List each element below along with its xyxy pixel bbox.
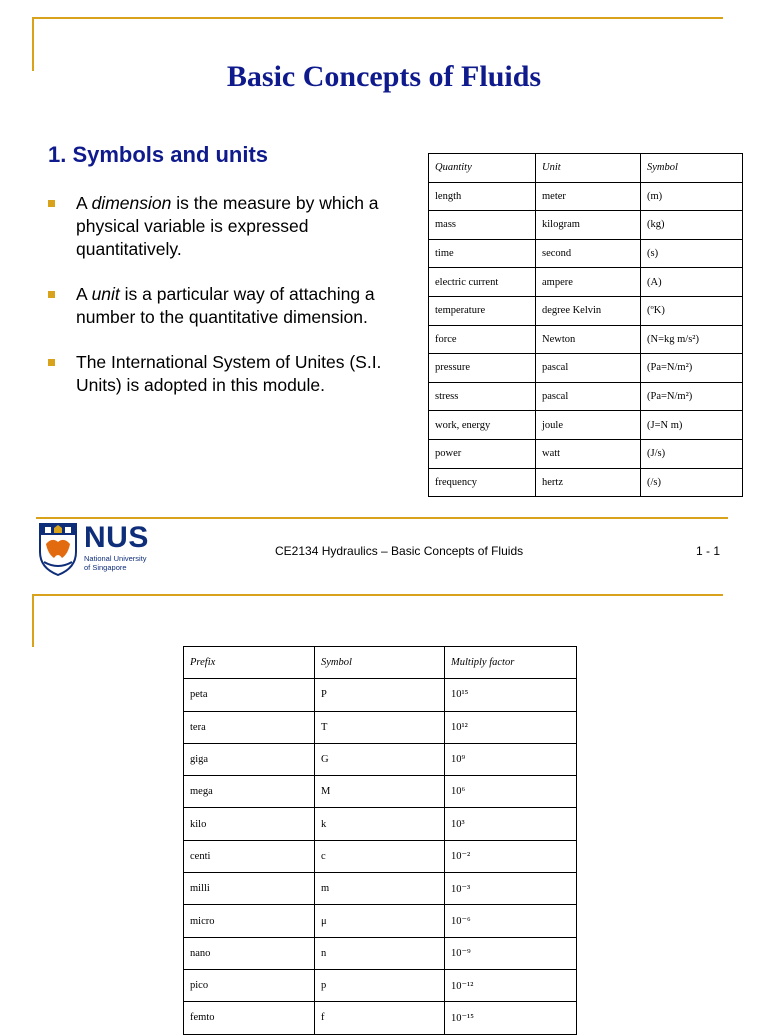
cell-unit: second: [536, 239, 641, 268]
bullet-text-post: The International System of Unites (S.I. Units) is adopted in this module.: [76, 352, 382, 395]
nus-logo: [38, 522, 198, 578]
bullet-text-post: is a particular way of attaching a number to the quantitative dimension.: [76, 284, 375, 327]
slide-title: Basic Concepts of Fluids: [226, 60, 542, 93]
table-row: [184, 679, 577, 711]
table-row: [184, 808, 577, 840]
footer-divider: [36, 517, 728, 519]
cell-quantity: power: [429, 439, 536, 468]
cell-symbol: p: [315, 969, 445, 1001]
cell-symbol: T: [315, 711, 445, 743]
bullet-text-pre: A: [76, 193, 92, 213]
cell-symbol: G: [315, 743, 445, 775]
bullet-item: [48, 192, 403, 261]
cell-prefix: tera: [184, 711, 315, 743]
bullet-marker-icon: [48, 359, 55, 366]
cell-quantity: pressure: [429, 354, 536, 383]
top-accent-line: [32, 594, 723, 596]
cell-unit: kilogram: [536, 211, 641, 240]
cell-symbol: μ: [315, 905, 445, 937]
cell-prefix: milli: [184, 873, 315, 905]
cell-symbol: f: [315, 1002, 445, 1034]
table-row: [429, 468, 743, 497]
bullet-text-post: is the measure by which a physical variable is expressed quantitatively.: [76, 193, 379, 259]
table-row: [184, 711, 577, 743]
cell-unit: Newton: [536, 325, 641, 354]
section-heading: 1. Symbols and units: [48, 142, 269, 167]
cell-prefix: femto: [184, 1002, 315, 1034]
cell-prefix: giga: [184, 743, 315, 775]
cell-symbol: (J=N m): [641, 411, 743, 440]
top-accent-line: [32, 17, 723, 19]
cell-symbol: (Pa=N/m²): [641, 382, 743, 411]
cell-unit: hertz: [536, 468, 641, 497]
logo-sub-line-1: National University: [84, 554, 147, 563]
cell-unit: ampere: [536, 268, 641, 297]
table-row: [429, 354, 743, 383]
cell-prefix: peta: [184, 679, 315, 711]
cell-multiply-factor: 10⁻¹²: [445, 969, 577, 1001]
table-row: [429, 268, 743, 297]
cell-prefix: pico: [184, 969, 315, 1001]
header-cell-symbol: Symbol: [315, 647, 445, 679]
table-row: [429, 182, 743, 211]
cell-unit: meter: [536, 182, 641, 211]
page-number: 1 - 1: [695, 544, 720, 558]
table-header-row: [429, 154, 743, 183]
cell-prefix: micro: [184, 905, 315, 937]
cell-symbol: (kg): [641, 211, 743, 240]
logo-nus: NUS: [84, 521, 149, 554]
cell-quantity: mass: [429, 211, 536, 240]
table-row: [429, 382, 743, 411]
cell-multiply-factor: 10⁻⁶: [445, 905, 577, 937]
cell-unit: pascal: [536, 354, 641, 383]
cell-symbol: c: [315, 840, 445, 872]
table-row: [184, 776, 577, 808]
cell-quantity: work, energy: [429, 411, 536, 440]
table-row: [429, 211, 743, 240]
logo-text: [84, 522, 149, 572]
header-cell-prefix: Prefix: [184, 647, 315, 679]
cell-symbol: m: [315, 873, 445, 905]
cell-multiply-factor: 10⁻⁹: [445, 937, 577, 969]
cell-multiply-factor: 10⁻¹⁵: [445, 1002, 577, 1034]
table-row: [184, 1002, 577, 1034]
cell-quantity: length: [429, 182, 536, 211]
cell-unit: degree Kelvin: [536, 296, 641, 325]
table-row: [429, 239, 743, 268]
table-row: [429, 411, 743, 440]
cell-unit: joule: [536, 411, 641, 440]
cell-symbol: (m): [641, 182, 743, 211]
header-cell-symbol: Symbol: [641, 154, 743, 183]
cell-symbol: (s): [641, 239, 743, 268]
cell-prefix: kilo: [184, 808, 315, 840]
footer-course-title: CE2134 Hydraulics – Basic Concepts of Fluids: [275, 544, 524, 558]
table-row: [184, 905, 577, 937]
bullet-marker-icon: [48, 291, 55, 298]
table-header-row: [184, 647, 577, 679]
cell-symbol: (J/s): [641, 439, 743, 468]
table-row: [429, 296, 743, 325]
table-row: [429, 439, 743, 468]
prefix-table: [183, 646, 577, 1035]
logo-sub-line-2: of Singapore: [84, 563, 127, 572]
cell-multiply-factor: 10⁻³: [445, 873, 577, 905]
table-row: [184, 743, 577, 775]
cell-prefix: mega: [184, 776, 315, 808]
cell-symbol: M: [315, 776, 445, 808]
cell-multiply-factor: 10¹²: [445, 711, 577, 743]
cell-symbol: (/s): [641, 468, 743, 497]
cell-multiply-factor: 10⁶: [445, 776, 577, 808]
cell-quantity: time: [429, 239, 536, 268]
cell-quantity: temperature: [429, 296, 536, 325]
bullet-text-pre: A: [76, 284, 92, 304]
header-cell-unit: Unit: [536, 154, 641, 183]
cell-symbol: P: [315, 679, 445, 711]
slide-2: [0, 590, 768, 1024]
cell-symbol: (A): [641, 268, 743, 297]
table-row: [184, 937, 577, 969]
table-row: [184, 840, 577, 872]
cell-quantity: force: [429, 325, 536, 354]
cell-quantity: stress: [429, 382, 536, 411]
cell-multiply-factor: 10³: [445, 808, 577, 840]
bullet-item: [48, 283, 403, 329]
nus-crest-icon: [38, 522, 78, 576]
cell-symbol: n: [315, 937, 445, 969]
header-cell-multiply-factor: Multiply factor: [445, 647, 577, 679]
header-cell-quantity: Quantity: [429, 154, 536, 183]
bullet-item: [48, 351, 403, 397]
cell-quantity: electric current: [429, 268, 536, 297]
cell-multiply-factor: 10¹⁵: [445, 679, 577, 711]
cell-prefix: nano: [184, 937, 315, 969]
table-row: [184, 969, 577, 1001]
cell-symbol: (N=kg m/s²): [641, 325, 743, 354]
cell-symbol: (Pa=N/m²): [641, 354, 743, 383]
cell-unit: pascal: [536, 382, 641, 411]
cell-symbol: (ºK): [641, 296, 743, 325]
bullet-emphasis: unit: [91, 284, 120, 304]
cell-unit: watt: [536, 439, 641, 468]
cell-multiply-factor: 10⁻²: [445, 840, 577, 872]
cell-symbol: k: [315, 808, 445, 840]
cell-quantity: frequency: [429, 468, 536, 497]
bullet-emphasis: dimension: [91, 193, 172, 213]
units-table: [428, 153, 743, 497]
cell-prefix: centi: [184, 840, 315, 872]
cell-multiply-factor: 10⁹: [445, 743, 577, 775]
table-row: [429, 325, 743, 354]
bullet-list: [48, 192, 403, 419]
left-accent-line: [32, 594, 34, 647]
bullet-marker-icon: [48, 200, 55, 207]
table-row: [184, 873, 577, 905]
